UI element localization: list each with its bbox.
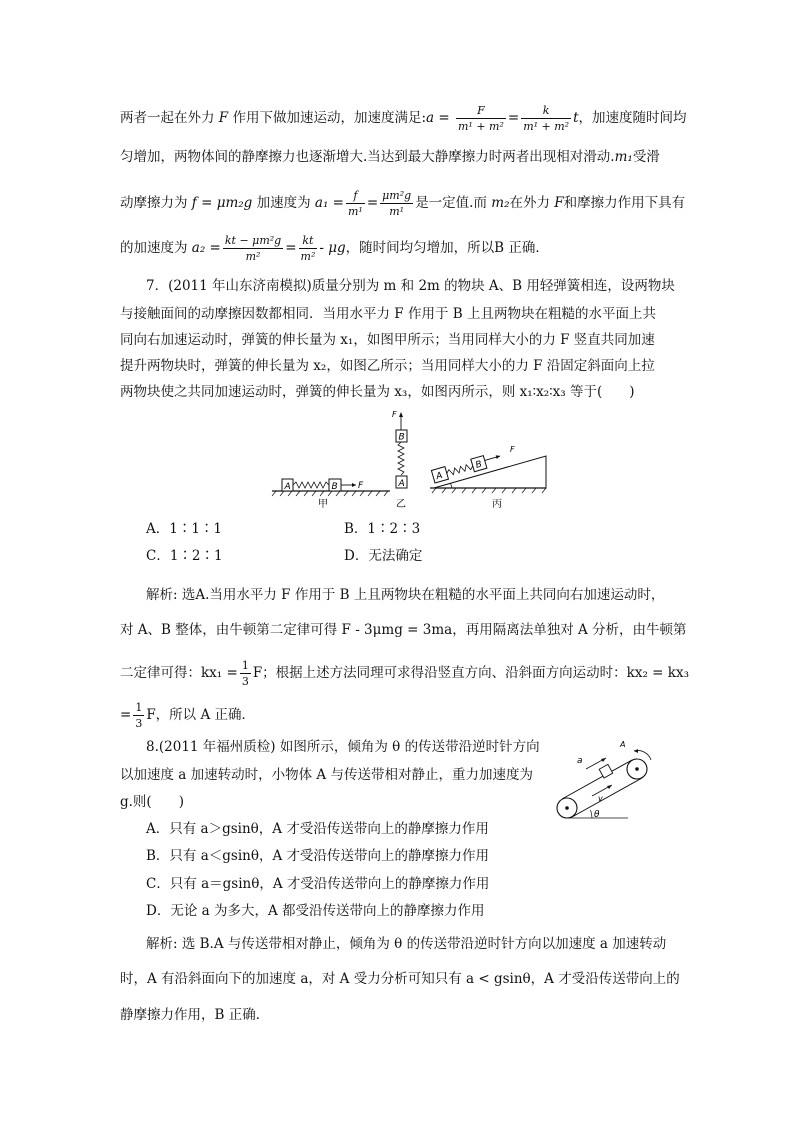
svg-text:甲: 甲 <box>318 499 328 510</box>
math-t: t <box>573 110 579 126</box>
svg-text:A: A <box>284 482 291 492</box>
q7-line-3: 同向右加速运动时，弹簧的伸长量为 x₁，如图甲所示；当用同样大小的力 F 竖直共同加速 <box>120 332 655 348</box>
svg-text:B: B <box>474 459 484 471</box>
fraction-one-third: $\frac{1}{3}$ <box>135 701 143 730</box>
svg-text:B: B <box>398 432 405 443</box>
text: F，所以 A 正确． <box>146 707 256 723</box>
text: 的加速度为 <box>120 240 188 256</box>
fraction-one-third: $\frac{1}{3}$ <box>241 659 249 688</box>
q8-option-A: A．只有 a＞gsinθ，A 才受沿传送带向上的静摩擦力作用 <box>146 821 489 837</box>
q7-solution-1: 解析: 选A.当用水平力 F 作用于 B 上且两物块在粗糙的水平面上共同向右加速运动时， <box>146 587 665 603</box>
text: 受滑 <box>632 149 660 165</box>
text: 两者一起在外力 <box>120 110 215 126</box>
equals: = <box>366 195 379 211</box>
math-a2: a₂ = <box>191 240 221 256</box>
text: 匀增加，两物体间的静摩擦力也逐渐增大.当达到最大静摩擦力时两者出现相对滑动. <box>120 149 615 165</box>
fraction-k-over-m: $\frac{k}{\text{m¹ + m²}}$ <box>523 104 570 133</box>
q7-line-4: 提升两物块时，弹簧的伸长量为 x₂，如图乙所示；当用同样大小的力 F 沿固定斜面向上拉 <box>120 358 655 374</box>
svg-text:F: F <box>358 481 364 491</box>
text: ，加速度随时间均 <box>578 110 687 126</box>
q8-solution-3: 静摩擦力作用，B 正确． <box>120 1007 270 1023</box>
p6-line-3 <box>120 188 685 219</box>
q7-figure <box>270 408 560 516</box>
q7-solution-4 <box>120 700 255 731</box>
p6-line-2 <box>120 148 660 166</box>
text: 作用下做加速运动，加速度满足: <box>232 110 427 126</box>
q8-line-2: 以加速度 a 加速转动时，小物体 A 与传送带相对静止，重力加速度为 <box>120 767 533 783</box>
svg-text:B: B <box>331 482 338 492</box>
math-a: a = <box>426 110 450 126</box>
text: = <box>120 707 132 723</box>
q7-solution-2: 对 A、B 整体，由牛顿第二定律可得 F - 3μmg = 3ma，再用隔离法单独对 A 分析，由牛顿第 <box>120 622 687 638</box>
fraction-f-over-m: $\frac{f}{\text{m¹}}$ <box>348 189 363 218</box>
q7-option-A: A．1∶1∶1 <box>146 521 223 537</box>
text: 在外力 <box>509 195 550 211</box>
text: F；根据上述方法同理可求得沿竖直方向、沿斜面方向运动时：kx₂ = kx₃ <box>252 665 689 681</box>
math-F: F <box>218 110 229 126</box>
q7-line-1: 7．(2011 年山东济南模拟)质量分别为 m 和 2m 的物块 A、B 用轻弹簧相连，设两物块 <box>146 278 675 294</box>
svg-text:F: F <box>392 410 397 419</box>
fraction-mug: $\frac{\text{μm²g}}{\text{m¹}}$ <box>382 189 412 218</box>
svg-text:乙: 乙 <box>396 499 406 510</box>
svg-text:v: v <box>598 794 603 803</box>
text: 动摩擦力为 <box>120 195 188 211</box>
q8-line-3: g.则( ) <box>120 794 184 810</box>
svg-text:θ: θ <box>594 810 600 820</box>
svg-text:A: A <box>620 740 626 749</box>
figure-jia <box>272 479 390 510</box>
math-a1: a₁ = <box>314 195 344 211</box>
math-m2: m₂ <box>491 195 510 211</box>
q8-option-C: C．只有 a＝gsinθ，A 才受沿传送带向上的静摩擦力作用 <box>146 876 490 892</box>
q8-line-1: 8.(2011 年福州质检) 如图所示，倾角为 θ 的传送带沿逆时针方向 <box>146 739 540 755</box>
q8-conveyor-figure <box>548 738 658 828</box>
fraction-F-over-m: $\frac{F}{\text{m¹ + m²}}$ <box>457 104 504 133</box>
q7-solution-3 <box>120 658 689 689</box>
text: ，随时间均匀增加，所以B 正确． <box>345 240 549 256</box>
text: 加速度为 <box>256 195 311 211</box>
figure-yi <box>392 410 407 510</box>
svg-text:F: F <box>510 445 515 454</box>
math-m1: m₁ <box>614 149 633 165</box>
q8-solution-1: 解析: 选 B.A 与传送带相对静止，倾角为 θ 的传送带沿逆时针方向以加速度 a 加速转动 <box>146 936 667 952</box>
q7-option-B: B．1∶2∶3 <box>344 521 421 537</box>
q7-line-2: 与接触面间的动摩擦因数都相同．当用水平力 F 作用于 B 上且两物块在粗糙的水平面上共 <box>120 306 656 322</box>
fraction-a2: $\frac{\text{kt − μm²g}}{\text{m²}}$ <box>224 234 282 263</box>
q8-option-D: D．无论 a 为多大，A 都受沿传送带向上的静摩擦力作用 <box>146 903 485 919</box>
svg-text:A: A <box>398 479 405 489</box>
equals: = <box>507 110 520 126</box>
math-F: F <box>554 195 564 211</box>
text: 是一定值.而 <box>415 195 487 211</box>
figure-bing <box>430 445 546 510</box>
svg-text:a: a <box>577 756 583 766</box>
q8-solution-2: 时，A 有沿斜面向下的加速度 a，对 A 受力分析可知只有 a < gsinθ，A 才受沿传送带向上的 <box>120 971 680 987</box>
p6-line-1 <box>120 103 687 134</box>
q8-option-B: B．只有 a＜gsinθ，A 才受沿传送带向上的静摩擦力作用 <box>146 848 490 864</box>
svg-text:丙: 丙 <box>492 499 502 510</box>
text: 二定律可得：kx₁ = <box>120 665 238 681</box>
math-mug: - μg <box>319 240 346 256</box>
text: 和摩擦力作用下具有 <box>563 195 686 211</box>
fraction-kt: $\frac{kt}{\text{m²}}$ <box>300 234 316 263</box>
p6-line-4 <box>120 233 549 264</box>
q7-option-C: C．1∶2∶1 <box>146 548 223 564</box>
equals: = <box>285 240 297 256</box>
svg-text:A: A <box>435 470 444 483</box>
q7-option-D: D．无法确定 <box>344 548 423 564</box>
math-f: f = μm₂g <box>191 195 253 211</box>
q7-line-5: 两物块使之共同加速运动时，弹簧的伸长量为 x₃，如图丙所示，则 x₁∶x₂∶x₃ 等于( ) <box>120 384 635 400</box>
